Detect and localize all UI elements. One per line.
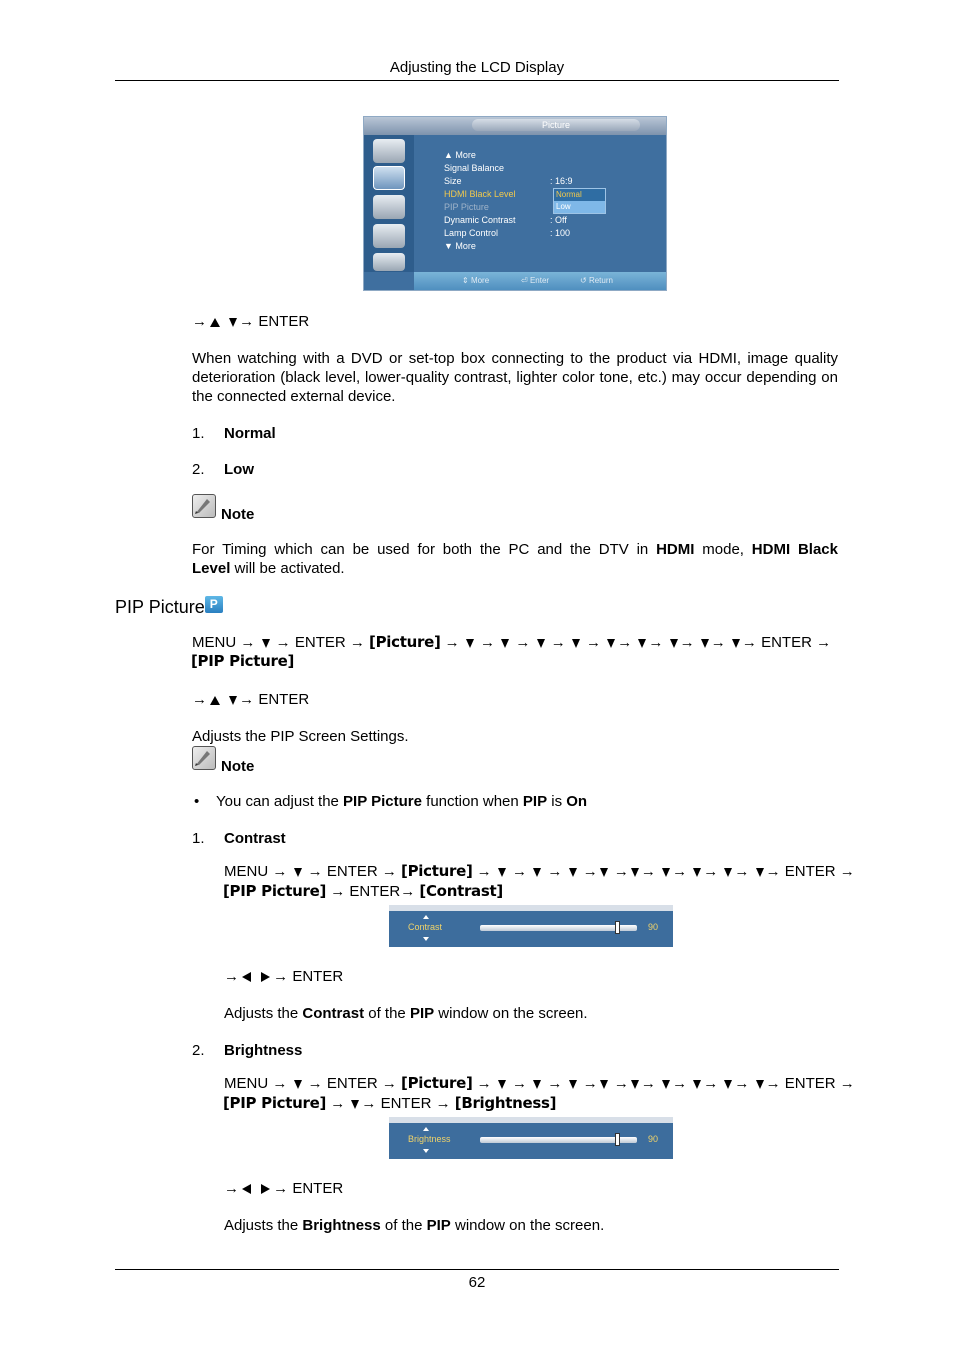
osd-picture-menu <box>363 116 667 291</box>
contrast-description: Adjusts the Contrast of the PIP window on the screen. <box>224 1005 588 1022</box>
setup-gear-icon <box>373 224 405 248</box>
note-1-line-2: Level will be activated. <box>192 560 345 577</box>
osd-bottom-return: ↺ Return <box>580 276 613 285</box>
osd-popup-low: Low <box>554 201 605 213</box>
osd-value-size: : 16:9 <box>550 176 573 186</box>
footer-rule <box>115 1269 839 1270</box>
sound-icon <box>373 195 405 219</box>
contrast-slider-value: 90 <box>648 922 659 932</box>
contrast-path-line-1: MENU → → ENTER → [Picture] → → → → → → → → → → ENTER → <box>224 862 855 880</box>
down-arrow-icon <box>229 318 237 327</box>
osd-item-more-down: ▼ More <box>444 241 476 251</box>
contrast-slider-track <box>480 925 637 931</box>
osd-item-more-up: ▲ More <box>444 150 476 160</box>
osd-item-size: Size <box>444 176 462 186</box>
note-icon <box>192 494 216 518</box>
osd-popup <box>553 188 606 214</box>
item-2-number: 2. <box>192 1042 205 1059</box>
brightness-path-line-2: [PIP Picture] → → ENTER → [Brightness] <box>223 1094 557 1112</box>
left-arrow-icon <box>242 972 251 982</box>
osd-item-signal-balance: Signal Balance <box>444 163 505 173</box>
down-arrow-icon <box>229 696 237 705</box>
item-1-number: 1. <box>192 830 205 847</box>
nav-updown-enter-1: → → ENTER <box>192 313 310 330</box>
note-1-line-1: For Timing which can be used for both the PC and the DTV in HDMI mode, HDMI Black <box>192 541 838 558</box>
brightness-description: Adjusts the Brightness of the PIP window on the screen. <box>224 1217 605 1234</box>
pip-icon: P <box>205 596 223 613</box>
picture-icon <box>373 166 405 190</box>
osd-item-list <box>444 149 516 253</box>
page-header: Adjusting the LCD Display <box>389 59 565 76</box>
contrast-path-line-2: [PIP Picture] → ENTER→ [Contrast] <box>223 882 503 900</box>
header-rule <box>115 80 839 81</box>
contrast-slider <box>389 905 673 947</box>
nav-leftright-enter-1: → → ENTER <box>224 968 344 985</box>
brightness-slider-handle <box>615 1133 620 1146</box>
up-arrow-icon <box>210 318 220 327</box>
osd-value-dynamic-contrast: : Off <box>550 215 567 225</box>
multi-control-icon <box>373 253 405 271</box>
osd-bottom-more: ⇕ More <box>462 276 490 285</box>
brightness-path-line-1: MENU → → ENTER → [Picture] → → → → → → → → → → ENTER → <box>224 1074 855 1092</box>
left-arrow-icon <box>242 1184 251 1194</box>
right-arrow-icon <box>261 1184 270 1194</box>
note-icon <box>192 746 216 770</box>
brightness-slider-track <box>480 1137 637 1143</box>
option-1-number: 1. <box>192 425 205 442</box>
right-arrow-icon <box>261 972 270 982</box>
pip-path-line-1: MENU → → ENTER → [Picture] → → → → → → → → → → ENTER → <box>192 633 832 651</box>
osd-value-lamp-control: : 100 <box>550 228 571 238</box>
contrast-slider-label: Contrast <box>408 922 443 932</box>
input-icon <box>373 139 405 163</box>
pip-path-line-2: [PIP Picture] <box>191 652 295 670</box>
pip-description: Adjusts the PIP Screen Settings. <box>192 728 409 745</box>
note-label-2: Note <box>221 758 255 775</box>
brightness-slider <box>389 1117 673 1159</box>
osd-item-dynamic-contrast: Dynamic Contrast <box>444 215 516 225</box>
contrast-slider-handle <box>615 921 620 934</box>
osd-item-hdmi-black-level: HDMI Black Level <box>444 189 516 199</box>
osd-bottom-enter: ⏎ Enter <box>521 276 550 285</box>
up-arrow-icon <box>210 696 220 705</box>
note-label-1: Note <box>221 506 255 523</box>
nav-leftright-enter-2: → → ENTER <box>224 1180 344 1197</box>
item-brightness-title: Brightness <box>224 1042 303 1059</box>
nav-updown-enter-2: → → ENTER <box>192 691 310 708</box>
osd-item-lamp-control: Lamp Control <box>444 228 499 238</box>
bullet-text: You can adjust the PIP Picture function when PIP is On <box>216 793 588 810</box>
osd-icon-column <box>364 135 414 272</box>
section-title-pip-picture: PIP Picture P <box>115 596 223 618</box>
brightness-slider-label: Brightness <box>408 1134 451 1144</box>
option-low: Low <box>224 461 254 478</box>
option-2-number: 2. <box>192 461 205 478</box>
brightness-slider-value: 90 <box>648 1134 659 1144</box>
option-normal: Normal <box>224 425 276 442</box>
bullet: • <box>194 793 200 810</box>
osd-title: Picture <box>472 119 640 131</box>
hdmi-description: When watching with a DVD or set-top box connecting to the product via HDMI, image quality deterioration (black level, lower-quality contrast, lighter color tone, etc.) may occur depending on the connected external device. <box>192 350 838 405</box>
osd-item-pip-picture: PIP Picture <box>444 202 489 212</box>
osd-popup-normal: Normal <box>554 189 605 201</box>
page-number: 62 <box>468 1274 486 1291</box>
osd-bottom-bar <box>414 272 666 290</box>
item-contrast-title: Contrast <box>224 830 286 847</box>
